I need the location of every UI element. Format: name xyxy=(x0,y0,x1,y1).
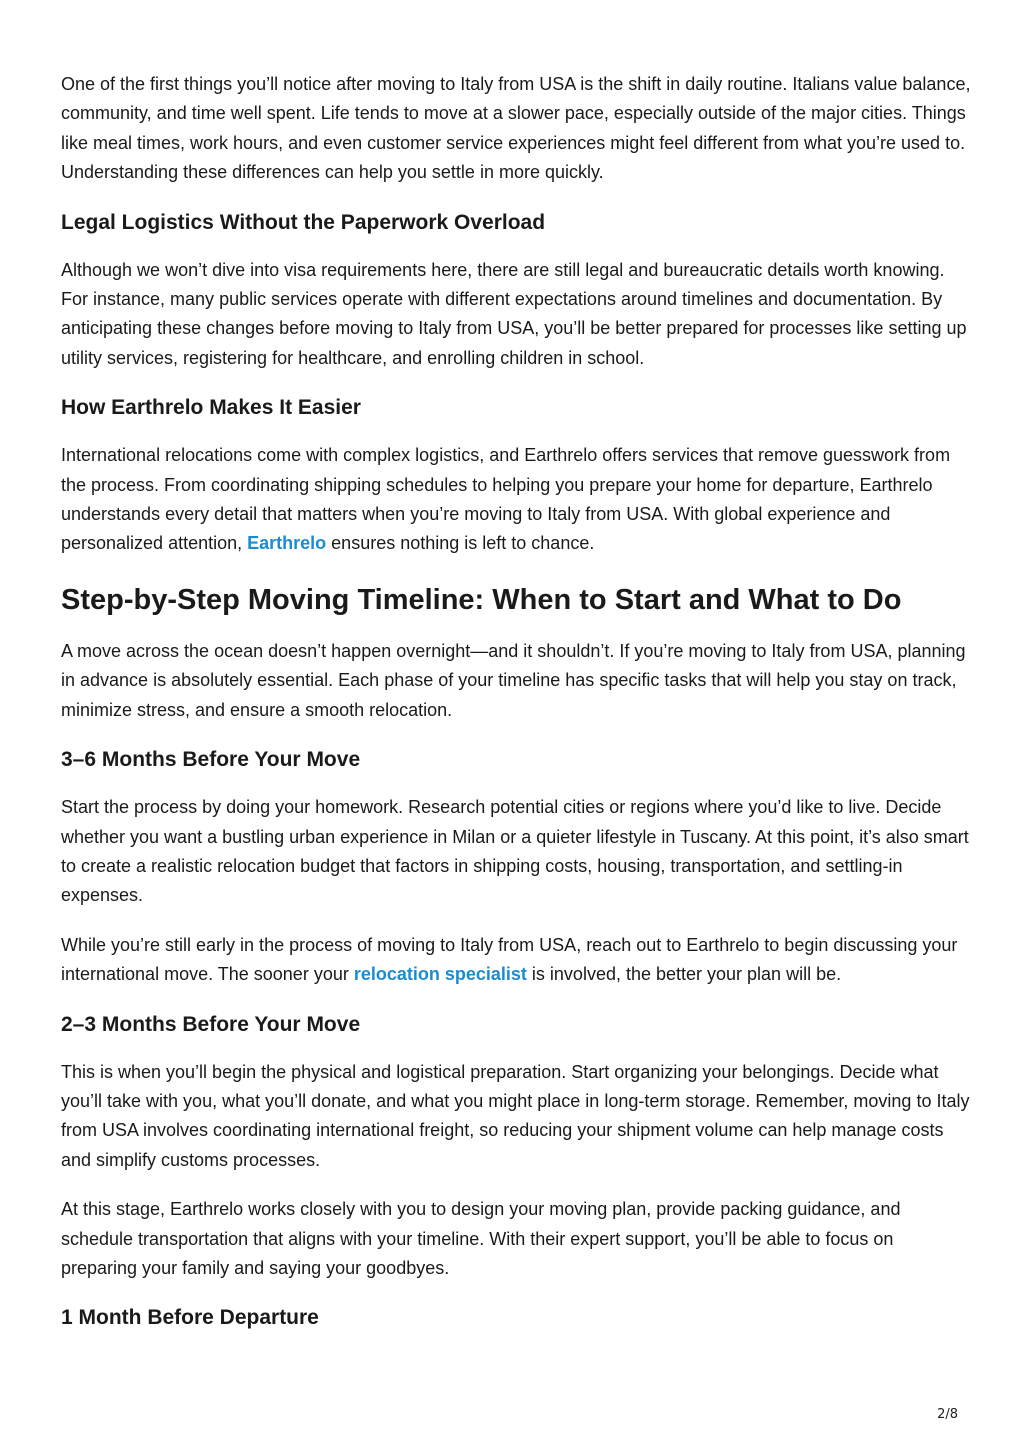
relocation-specialist-link[interactable]: relocation specialist xyxy=(353,964,527,985)
paragraph-research: Start the process by doing your homework. Research potential cities or regions where you’d like to live. Decide whether you want a bustling urban experience in Milan or a quieter lifestyle in Tuscany. At this point, it’s also smart to create a realistic relocation budget that factors in shipping costs, housing, transportation, and settling-in expenses. xyxy=(61,797,969,906)
paragraph-daily-routine: One of the first things you’ll notice after moving to Italy from USA is the shift in daily routine. Italians value balance, community, and time well spent. Life tends to move at a slower pace, especially outside of the major cities. Things like meal times, work hours, and even customer service experiences might feel different from what you’re used to. Understanding these differences can help you settle in more quickly. xyxy=(61,74,971,183)
paragraph-earthrelo-text-after: ensures nothing is left to chance. xyxy=(326,533,595,554)
heading-moving-timeline: Step-by-Step Moving Timeline: When to Start and What to Do xyxy=(61,583,902,616)
earthrelo-link[interactable]: Earthrelo xyxy=(247,533,327,554)
paragraph-earthrelo-text-before: International relocations come with complex logistics, and Earthrelo offers services that remove guesswork from the process. From coordinating shipping schedules to helping you prepare your home for departure, Earthrelo understands every detail that matters when you’re moving to Italy from USA. With global experience and personalized attention, xyxy=(61,445,951,554)
paragraph-preparation: This is when you’ll begin the physical and logistical preparation. Start organizing your belongings. Decide what you’ll take with you, what you’ll donate, and what you might place in long-term storage. Remember, moving to Italy from USA involves coordinating international freight, so reducing your shipment volume can help manage costs and simplify customs processes. xyxy=(61,1061,970,1170)
paragraph-reach-out xyxy=(61,931,971,990)
heading-3-6-months: 3–6 Months Before Your Move xyxy=(61,748,361,772)
heading-earthrelo-easier: How Earthrelo Makes It Easier xyxy=(61,396,361,420)
paragraph-reach-out-text-before: While you’re still early in the process of moving to Italy from USA, reach out to Earthrelo to begin discussing your international move. The sooner your xyxy=(61,934,958,985)
paragraph-reach-out-text-after: is involved, the better your plan will be. xyxy=(526,964,842,985)
heading-legal-logistics: Legal Logistics Without the Paperwork Overload xyxy=(61,210,546,234)
document-page xyxy=(61,70,971,1351)
page-number: 2/8 xyxy=(937,1407,958,1422)
heading-2-3-months: 2–3 Months Before Your Move xyxy=(61,1012,361,1036)
paragraph-legal-logistics: Although we won’t dive into visa requirements here, there are still legal and bureaucratic details worth knowing. For instance, many public services operate with different expectations around timelines and documentation. By anticipating these changes before moving to Italy from USA, you’ll be better prepared for processes like setting up utility services, registering for healthcare, and enrolling children in school. xyxy=(61,259,967,368)
heading-1-month: 1 Month Before Departure xyxy=(61,1306,319,1330)
paragraph-timeline-intro: A move across the ocean doesn’t happen overnight—and it shouldn’t. If you’re moving to Italy from USA, planning in advance is absolutely essential. Each phase of your timeline has specific tasks that will help you stay on track, minimize stress, and ensure a smooth relocation. xyxy=(61,640,966,720)
paragraph-earthrelo xyxy=(61,441,971,559)
paragraph-moving-plan: At this stage, Earthrelo works closely with you to design your moving plan, provide packing guidance, and schedule transportation that aligns with your timeline. With their expert support, you’ll be able to focus on preparing your family and saying your goodbyes. xyxy=(61,1199,901,1278)
